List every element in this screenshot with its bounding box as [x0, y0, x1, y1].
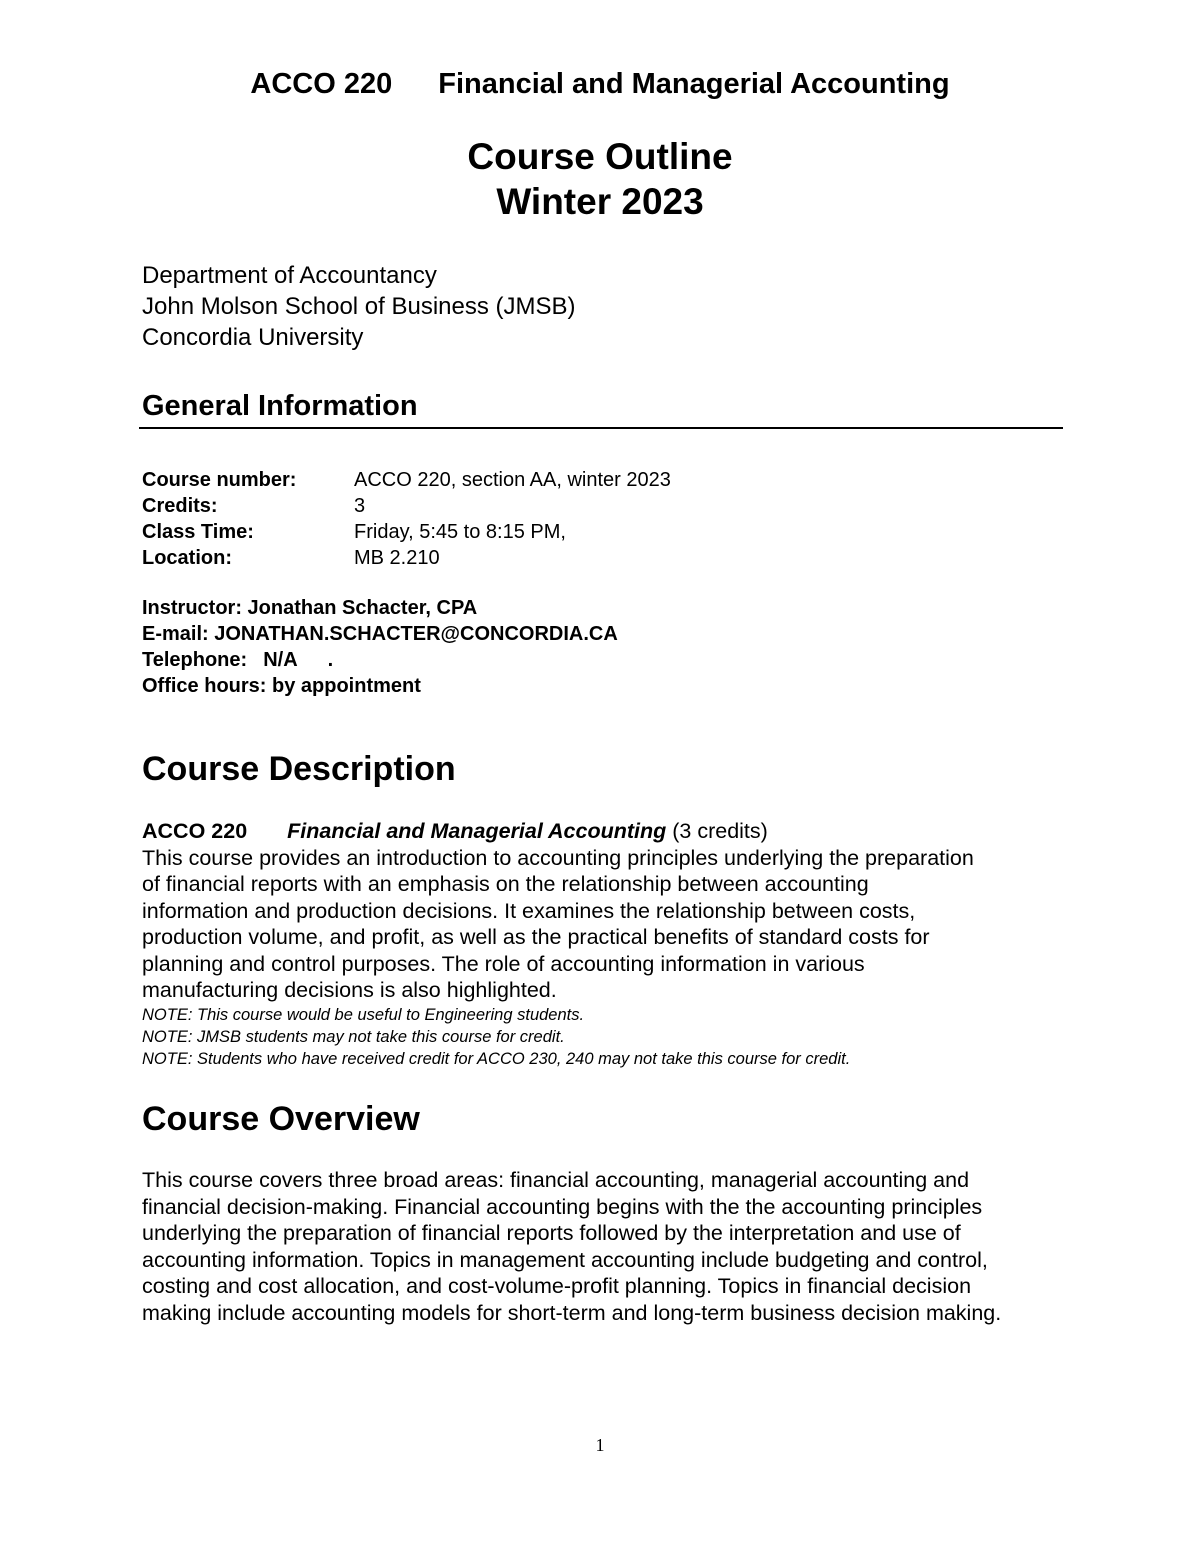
general-information-table	[142, 467, 671, 571]
info-label: Credits:	[142, 495, 218, 517]
info-label: Location:	[142, 547, 232, 569]
document-header	[0, 68, 1200, 101]
telephone-value: N/A	[263, 649, 298, 671]
description-credits: (3 credits)	[666, 819, 768, 843]
outline-title-line1: Course Outline	[467, 136, 733, 177]
info-row-location	[142, 545, 671, 571]
info-value: ACCO 220, section AA, winter 2023	[354, 469, 671, 491]
overview-line: underlying the preparation of financial reports followed by the interpretation and use of	[142, 1221, 961, 1245]
overview-line: This course covers three broad areas: financial accounting, managerial accounting and	[142, 1168, 970, 1192]
description-note: NOTE: Students who have received credit for ACCO 230, 240 may not take this course for credit.	[142, 1049, 851, 1068]
course-description-block	[142, 818, 1062, 1070]
outline-title-line2: Winter 2023	[496, 181, 704, 222]
office-hours-line: Office hours: by appointment	[142, 675, 421, 697]
outline-title	[0, 134, 1200, 224]
overview-line: making include accounting models for short-term and long-term business decision making.	[142, 1300, 1002, 1325]
section-divider	[139, 427, 1063, 429]
page-number: 1	[595, 1435, 605, 1455]
school-name: John Molson School of Business (JMSB)	[142, 293, 576, 320]
info-value: 3	[354, 495, 366, 517]
description-note: NOTE: This course would be useful to Engineering students.	[142, 1005, 585, 1024]
telephone-label: Telephone:	[142, 649, 248, 671]
overview-line: accounting information. Topics in management accounting include budgeting and control,	[142, 1247, 988, 1272]
university-name: Concordia University	[142, 324, 364, 351]
description-line: production volume, and profit, as well as the practical benefits of standard costs for	[142, 925, 930, 949]
info-row-credits	[142, 493, 671, 519]
general-information-heading: General Information	[142, 390, 418, 422]
organization-block	[142, 260, 576, 353]
info-label: Course number:	[142, 469, 297, 491]
instructor-contact-block	[142, 595, 618, 699]
telephone-trail: .	[327, 649, 334, 671]
overview-line: financial decision-making. Financial accounting begins with the the accounting principles	[142, 1194, 983, 1219]
instructor-line: Instructor: Jonathan Schacter, CPA	[142, 597, 478, 619]
description-line: planning and control purposes. The role of accounting information in various	[142, 951, 865, 976]
description-line: This course provides an introduction to accounting principles underlying the preparation	[142, 845, 974, 870]
telephone-line	[142, 647, 618, 673]
description-course-code: ACCO 220	[142, 819, 248, 843]
course-description-heading: Course Description	[142, 750, 456, 788]
info-row-course-number	[142, 467, 671, 493]
info-value: MB 2.210	[354, 547, 440, 569]
email-line: E-mail: JONATHAN.SCHACTER@CONCORDIA.CA	[142, 623, 618, 645]
overview-line: costing and cost allocation, and cost-volume-profit planning. Topics in financial decision	[142, 1274, 972, 1298]
course-overview-heading: Course Overview	[142, 1100, 420, 1138]
description-note: NOTE: JMSB students may not take this course for credit.	[142, 1027, 565, 1046]
course-overview-block	[142, 1167, 1062, 1326]
description-line: manufacturing decisions is also highlighted.	[142, 978, 557, 1002]
description-course-name: Financial and Managerial Accounting	[287, 819, 667, 843]
header-course-name: Financial and Managerial Accounting	[438, 68, 950, 100]
header-course-code: ACCO 220	[250, 68, 393, 100]
department-name: Department of Accountancy	[142, 262, 437, 289]
info-label: Class Time:	[142, 521, 254, 543]
description-line: information and production decisions. It examines the relationship between costs,	[142, 898, 916, 923]
description-line: of financial reports with an emphasis on the relationship between accounting	[142, 872, 869, 896]
info-value: Friday, 5:45 to 8:15 PM,	[354, 521, 566, 543]
course-description-title-line	[142, 818, 1062, 845]
info-row-class-time	[142, 519, 671, 545]
